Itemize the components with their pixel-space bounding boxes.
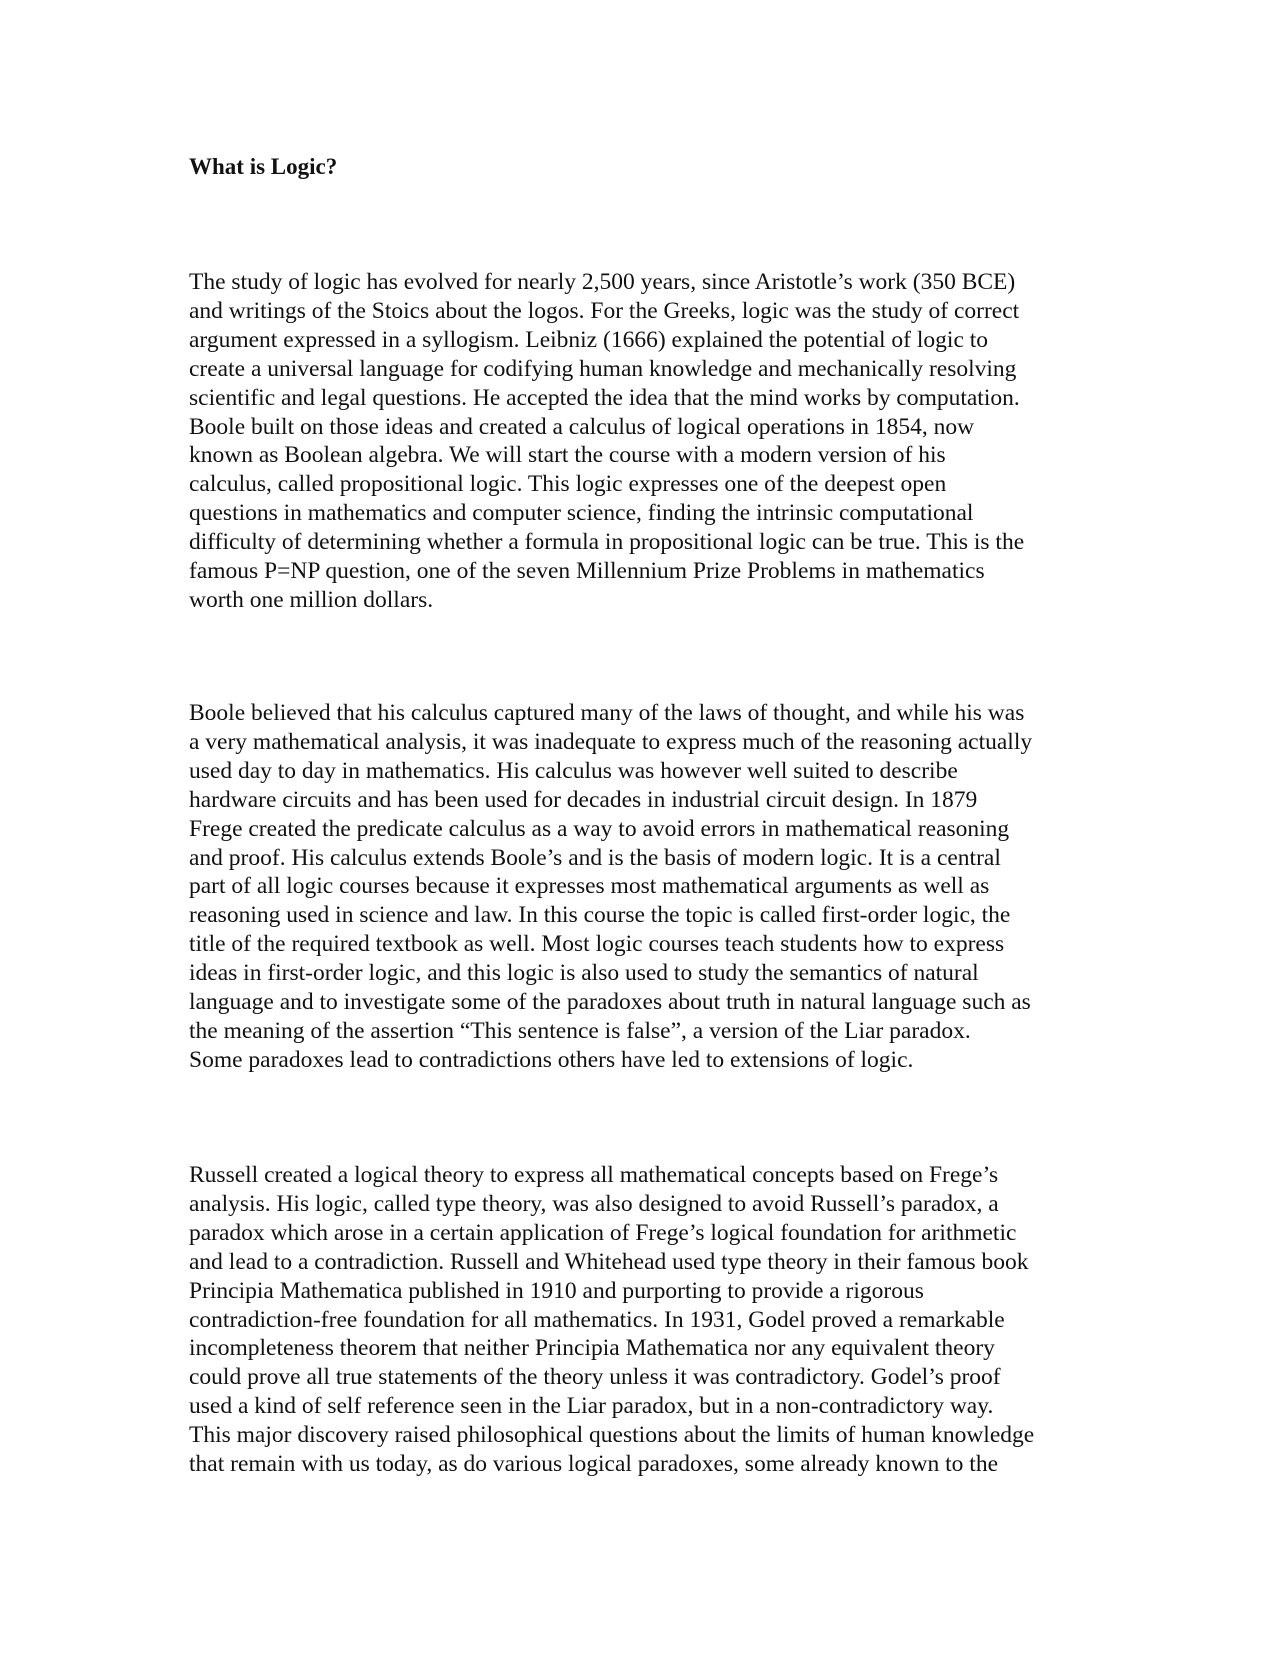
text-line: and writings of the Stoics about the logos. For the Greeks, logic was the study of correct [189, 297, 1020, 324]
text-line: Boole believed that his calculus captured many of the laws of thought, and while his was [189, 700, 1025, 726]
paragraph-3 [189, 1161, 1034, 1479]
paragraph-2 [189, 699, 1032, 1075]
text-line: Frege created the predicate calculus as a way to avoid errors in mathematical reasoning [189, 815, 1010, 842]
text-line: worth one million dollars. [189, 586, 434, 613]
text-line: Boole built on those ideas and created a calculus of logical operations in 1854, now [189, 413, 975, 440]
text-line: used day to day in mathematics. His calculus was however well suited to describe [189, 757, 958, 784]
text-line: scientific and legal questions. He accepted the idea that the mind works by computation. [189, 384, 1020, 411]
text-line: Principia Mathematica published in 1910 and purporting to provide a rigorous [189, 1277, 924, 1304]
text-line: that remain with us today, as do various logical paradoxes, some already known to the [189, 1451, 999, 1478]
text-line: and proof. His calculus extends Boole’s and is the basis of modern logic. It is a central [189, 844, 1001, 871]
text-line: title of the required textbook as well. Most logic courses teach students how to express [189, 931, 1005, 958]
text-line: the meaning of the assertion “This sentence is false”, a version of the Liar paradox. [189, 1017, 971, 1044]
text-line: calculus, called propositional logic. This logic expresses one of the deepest open [189, 471, 947, 498]
text-line: paradox which arose in a certain application of Frege’s logical foundation for arithmetic [189, 1219, 1017, 1246]
page-title: What is Logic? [189, 154, 338, 179]
text-line: ideas in first-order logic, and this logic is also used to study the semantics of natural [189, 960, 979, 987]
text-line: difficulty of determining whether a formula in propositional logic can be true. This is the [189, 529, 1025, 556]
text-line: a very mathematical analysis, it was inadequate to express much of the reasoning actually [189, 728, 1033, 755]
text-line: hardware circuits and has been used for decades in industrial circuit design. In 1879 [189, 786, 978, 813]
text-line: known as Boolean algebra. We will start the course with a modern version of his [189, 442, 946, 469]
text-line: questions in mathematics and computer science, finding the intrinsic computational [189, 500, 974, 527]
text-line: part of all logic courses because it expresses most mathematical arguments as well as [189, 873, 990, 900]
text-line: create a universal language for codifying human knowledge and mechanically resolving [189, 355, 1017, 382]
text-line: The study of logic has evolved for nearly 2,500 years, since Aristotle’s work (350 BCE) [189, 269, 1016, 295]
text-line: and lead to a contradiction. Russell and Whitehead used type theory in their famous book [189, 1248, 1029, 1275]
paragraph-1 [189, 268, 1024, 615]
text-line: Some paradoxes lead to contradictions others have led to extensions of logic. [189, 1046, 914, 1073]
text-line: analysis. His logic, called type theory, was also designed to avoid Russell’s paradox, a [189, 1190, 999, 1217]
text-line: famous P=NP question, one of the seven Millennium Prize Problems in mathematics [189, 558, 985, 585]
text-line: argument expressed in a syllogism. Leibniz (1666) explained the potential of logic to [189, 326, 989, 353]
text-line: reasoning used in science and law. In this course the topic is called first-order logic, the [189, 902, 1011, 929]
text-line: incompleteness theorem that neither Principia Mathematica nor any equivalent theory [189, 1335, 995, 1362]
text-line: contradiction-free foundation for all mathematics. In 1931, Godel proved a remarkable [189, 1306, 1005, 1333]
text-line: could prove all true statements of the theory unless it was contradictory. Godel’s proof [189, 1364, 1001, 1391]
text-line: Russell created a logical theory to express all mathematical concepts based on Frege’s [189, 1162, 999, 1188]
text-line: This major discovery raised philosophical questions about the limits of human knowledge [189, 1422, 1035, 1449]
text-line: language and to investigate some of the paradoxes about truth in natural language such as [189, 989, 1031, 1016]
text-line: used a kind of self reference seen in the Liar paradox, but in a non-contradictory way. [189, 1393, 994, 1420]
